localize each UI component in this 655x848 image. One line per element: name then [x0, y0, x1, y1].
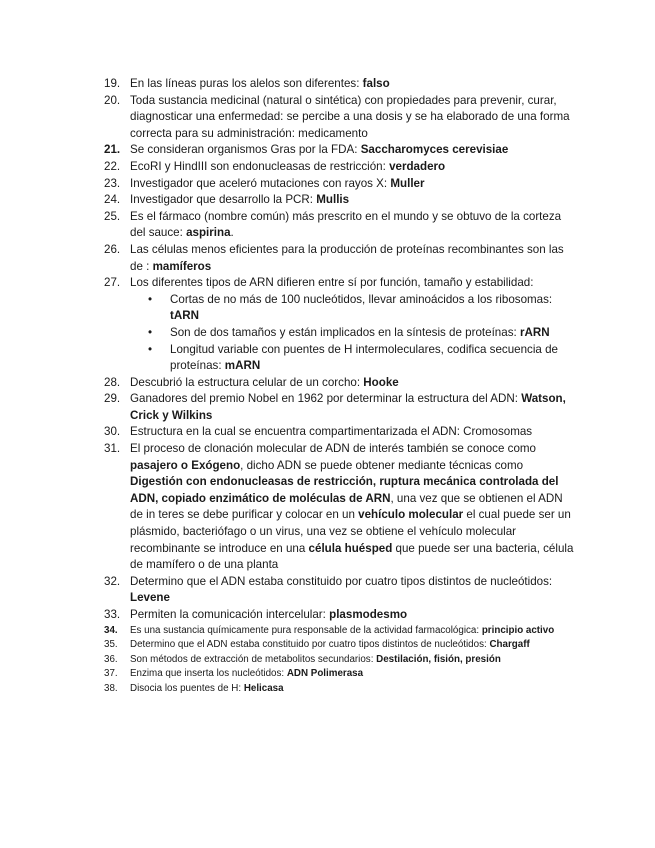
- list-item: [104, 391, 574, 424]
- item-number: 38.: [104, 682, 118, 694]
- question-text: Toda sustancia medicinal (natural o sintética) con propiedades para prevenir, curar, diagnosticar una enfermedad: se percibe a una dosis y se ha elaborado de una forma correcta para su administración: medicamento: [130, 93, 570, 140]
- question-text: Es una sustancia químicamente pura responsable de la actividad farmacológica:: [130, 624, 482, 636]
- question-text: Son de dos tamaños y están implicados en la síntesis de proteínas:: [170, 325, 520, 339]
- item-text: [130, 177, 425, 190]
- item-number: 26.: [104, 242, 121, 256]
- question-text: Estructura en la cual se encuentra compartimentarizada el ADN: Cromosomas: [130, 425, 533, 439]
- list-item: [104, 275, 574, 375]
- item-text: [130, 210, 561, 240]
- item-number: 28.: [104, 375, 121, 389]
- list-item: [104, 142, 574, 159]
- question-text: Permiten la comunicación intercelular:: [130, 608, 330, 621]
- answer-text: ADN Polimerasa: [286, 668, 364, 680]
- question-text: Longitud variable con puentes de H intermoleculares, codifica secuencia de proteínas:: [170, 342, 558, 373]
- list-item: [104, 667, 574, 682]
- question-text: Son métodos de extracción de metabolitos secundarios:: [130, 653, 377, 665]
- list-item: [104, 159, 574, 176]
- question-text: Es el fármaco (nombre común) más prescrito en el mundo y se obtuvo de la corteza del sauce:: [130, 209, 562, 240]
- question-text: Investigador que desarrollo la PCR:: [130, 193, 317, 207]
- question-text: que puede ser una bacteria, célula de mamífero o de una planta: [130, 541, 574, 572]
- item-text: [130, 392, 566, 422]
- question-text: Enzima que inserta los nucleótidos:: [130, 668, 287, 680]
- item-text: [130, 608, 407, 621]
- bullet-icon: •: [148, 342, 153, 356]
- question-text: El proceso de clonación molecular de ADN de interés también se conoce como: [130, 442, 537, 456]
- bullet-item: [130, 342, 574, 375]
- answer-text: tARN: [170, 309, 199, 323]
- answer-text: pasajero o Exógeno: [130, 458, 241, 472]
- list-item: [104, 209, 574, 242]
- item-text: [130, 425, 532, 438]
- question-text: Determino que el ADN estaba constituido por cuatro tipos distintos de nucleótidos:: [130, 574, 553, 588]
- question-text: Determino que el ADN estaba constituido por cuatro tipos distintos de nucleótidos:: [130, 639, 490, 651]
- answer-text: principio activo: [481, 624, 555, 636]
- list-item: [104, 76, 574, 93]
- item-number: 21.: [104, 143, 121, 157]
- answer-text: célula huésped: [308, 541, 393, 555]
- list-item: [104, 176, 574, 193]
- answer-text: plasmodesmo: [329, 608, 408, 621]
- question-text: Investigador que aceleró mutaciones con rayos X:: [130, 176, 391, 190]
- answer-text: Saccharomyces cerevisiae: [360, 143, 509, 157]
- item-number: 31.: [104, 442, 121, 456]
- item-number: 20.: [104, 93, 121, 107]
- question-text: Descubrió la estructura celular de un corcho:: [130, 375, 364, 389]
- item-text: [130, 94, 570, 140]
- answer-text: mamíferos: [152, 259, 212, 273]
- answer-text: Mullis: [316, 193, 350, 207]
- question-text: Ganadores del premio Nobel en 1962 por determinar la estructura del ADN:: [130, 392, 522, 406]
- question-text: Cortas de no más de 100 nucleótidos, llevar aminoácidos a los ribosomas:: [170, 292, 553, 306]
- item-text: [130, 625, 554, 636]
- list-item: [104, 424, 574, 441]
- item-text: [130, 193, 349, 206]
- answer-text: Watson, Crick y Wilkins: [130, 392, 566, 422]
- answer-text: verdadero: [389, 159, 446, 173]
- answer-text: mARN: [224, 359, 261, 373]
- item-number: 22.: [104, 159, 121, 173]
- answer-text: Digestión con endonucleasas de restricción, ruptura mecánica controlada del ADN, copiado enzimático de moléculas de ARN: [130, 475, 559, 505]
- answer-text: aspirina: [186, 226, 231, 240]
- question-text: Las células menos eficientes para la producción de proteínas recombinantes son las de :: [130, 242, 564, 273]
- question-text: , dicho ADN se puede obtener mediante técnicas como: [240, 458, 524, 472]
- list-item: [104, 441, 574, 574]
- answer-text: Muller: [390, 176, 425, 190]
- list-item: [104, 574, 574, 607]
- question-text: el cual puede ser un plásmido, bacteriófago o un virus, una vez se obtiene el vehículo molecular recombinante se introduce en una: [130, 508, 571, 555]
- question-text: En las líneas puras los alelos son diferentes:: [130, 77, 363, 90]
- question-text: Los diferentes tipos de ARN difieren entre sí por función, tamaño y estabilidad:: [130, 276, 534, 290]
- question-text: Disocia los puentes de H:: [130, 682, 244, 694]
- answer-text: Chargaff: [489, 639, 530, 651]
- item-number: 30.: [104, 425, 121, 439]
- question-text: , una vez que se obtienen el ADN de in teres se debe purificar y colocar en un: [130, 491, 563, 522]
- bullet-item: [130, 292, 574, 325]
- item-number: 24.: [104, 193, 121, 207]
- item-text: [130, 442, 573, 571]
- item-number: 29.: [104, 392, 121, 406]
- list-item: [104, 93, 574, 143]
- list-item: [104, 682, 574, 697]
- bullet-item: [130, 325, 574, 342]
- answer-text: Levene: [130, 591, 170, 605]
- item-text: [130, 143, 508, 156]
- item-text: [130, 668, 363, 679]
- item-number: 25.: [104, 209, 121, 223]
- item-text: [130, 639, 530, 650]
- answer-text: falso: [362, 77, 390, 90]
- item-number: 37.: [104, 668, 118, 680]
- question-list: [104, 76, 574, 697]
- answer-text: vehículo molecular: [358, 508, 464, 522]
- list-item: [104, 375, 574, 392]
- item-number: 34.: [104, 624, 118, 636]
- list-item: [104, 653, 574, 668]
- item-text: [130, 654, 501, 665]
- bullet-icon: •: [148, 325, 153, 339]
- question-text: Se consideran organismos Gras por la FDA:: [130, 143, 361, 157]
- list-item: [104, 638, 574, 653]
- question-text: EcoRI y HindIII son endonucleasas de restricción:: [130, 159, 390, 173]
- list-item: [104, 192, 574, 209]
- item-number: 35.: [104, 639, 118, 651]
- answer-text: Hooke: [363, 375, 399, 389]
- item-number: 23.: [104, 176, 121, 190]
- item-number: 19.: [104, 77, 121, 90]
- list-item: [104, 607, 574, 624]
- item-number: 32.: [104, 574, 121, 588]
- item-number: 33.: [104, 608, 121, 621]
- answer-text: Helicasa: [243, 682, 284, 694]
- answer-text: rARN: [519, 325, 550, 339]
- list-item: [104, 242, 574, 275]
- bullet-list: [130, 292, 574, 375]
- list-item: [104, 624, 574, 639]
- item-text: [130, 683, 284, 694]
- item-number: 36.: [104, 653, 118, 665]
- bullet-icon: •: [148, 292, 153, 306]
- item-text: [130, 243, 564, 273]
- item-text: [130, 160, 445, 173]
- item-text: [130, 376, 399, 389]
- item-text: [130, 276, 533, 289]
- question-text: .: [230, 226, 234, 240]
- item-text: [130, 575, 552, 605]
- answer-text: Destilación, fisión, presión: [376, 653, 501, 665]
- item-text: [130, 77, 390, 90]
- item-number: 27.: [104, 276, 121, 290]
